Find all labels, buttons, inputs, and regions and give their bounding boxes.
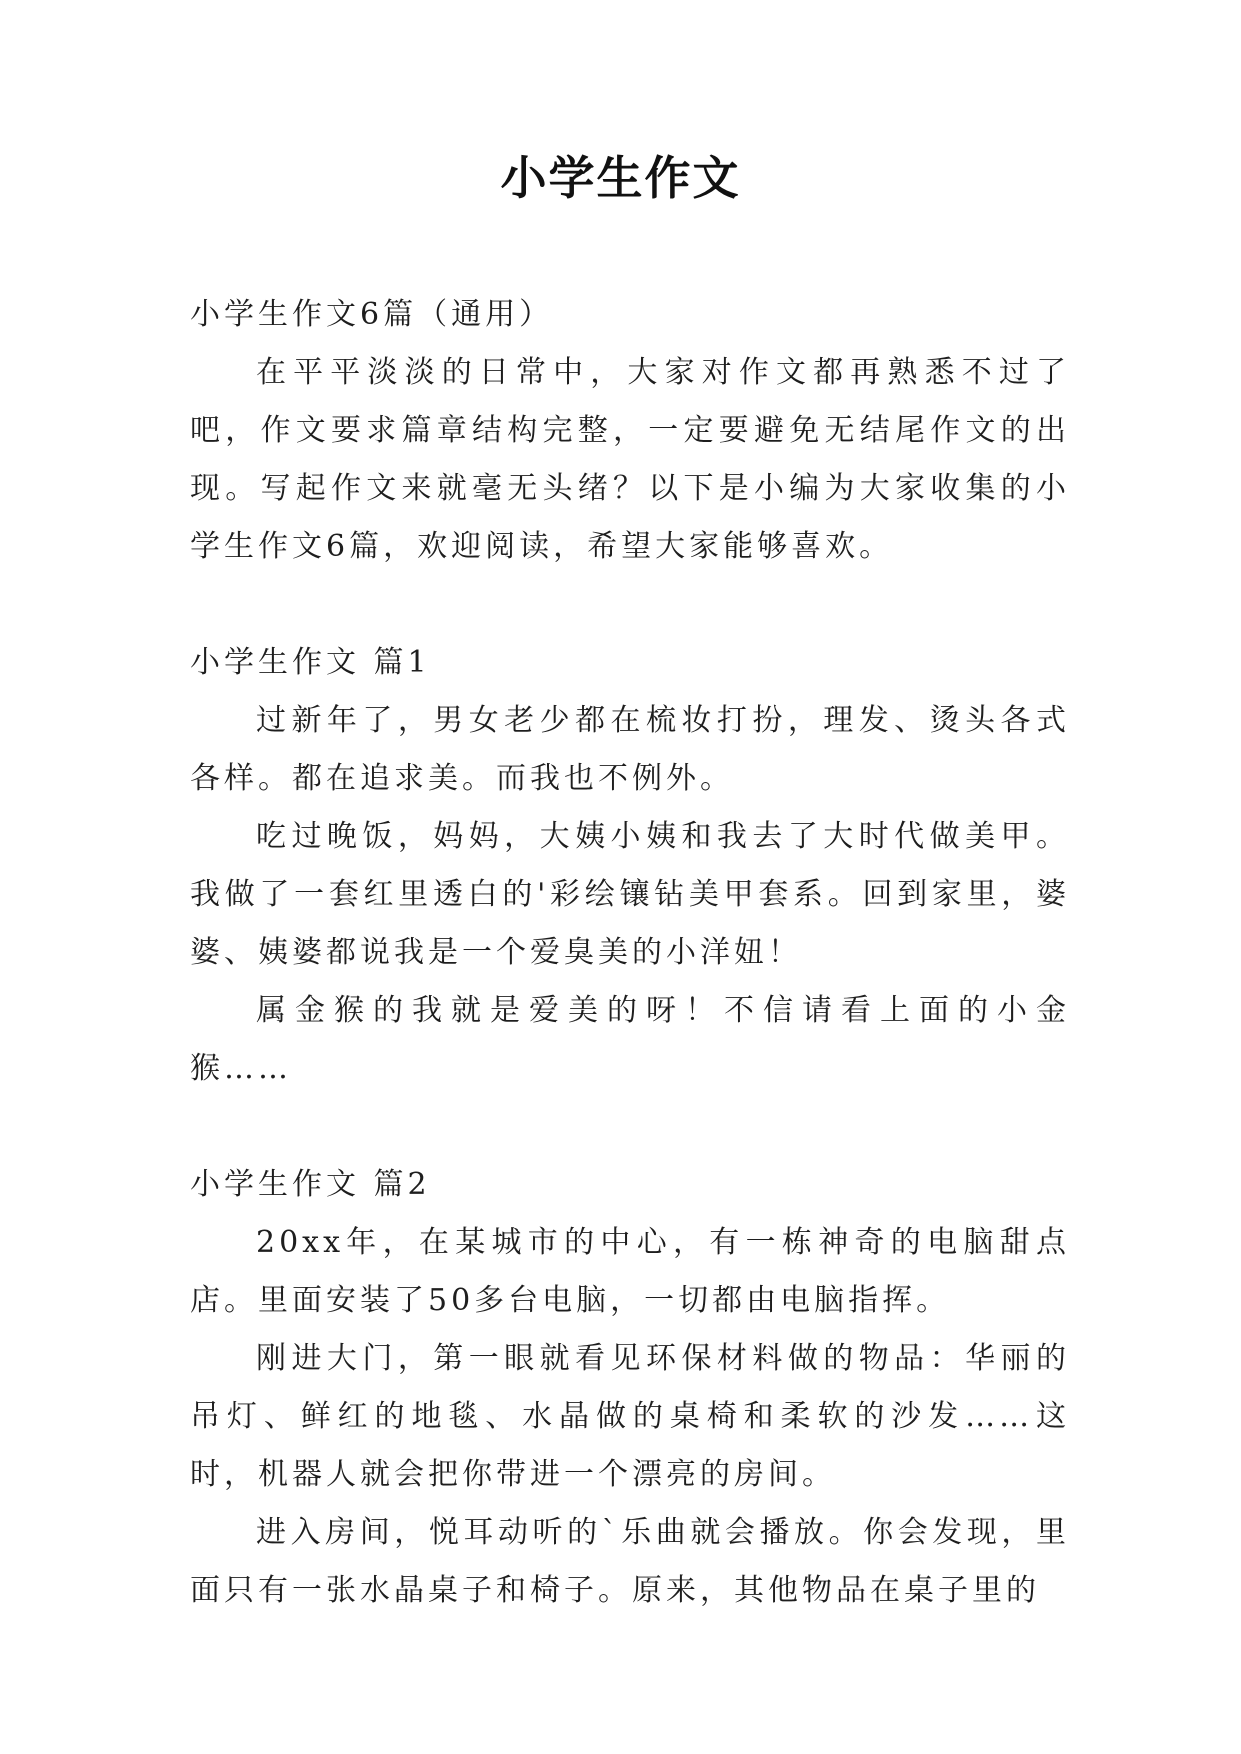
section-1-paragraph: 吃过晚饭，妈妈，大姨小姨和我去了大时代做美甲。我做了一套红里透白的'彩绘镶钻美甲套系。回到家里，婆婆、姨婆都说我是一个爱臭美的小洋妞！ — [190, 819, 1070, 970]
section-2-paragraph: 进入房间，悦耳动听的`乐曲就会播放。你会发现，里面只有一张水晶桌子和椅子。原来，其他物品在桌子里的 — [190, 1515, 1070, 1608]
section-heading-1: 小学生作文 篇1 — [190, 645, 431, 680]
section-heading-2: 小学生作文 篇2 — [190, 1167, 431, 1202]
section-2-paragraph: 刚进大门，第一眼就看见环保材料做的物品：华丽的吊灯、鲜红的地毯、水晶做的桌椅和柔软的沙发……这时，机器人就会把你带进一个漂亮的房间。 — [190, 1341, 1070, 1492]
intro-heading: 小学生作文6篇（通用） — [190, 297, 554, 332]
intro-paragraph: 在平平淡淡的日常中，大家对作文都再熟悉不过了吧，作文要求篇章结构完整，一定要避免无结尾作文的出现。写起作文来就毫无头绪？以下是小编为大家收集的小学生作文6篇，欢迎阅读，希望大家能够喜欢。 — [190, 355, 1070, 564]
section-2-paragraph: 20xx年，在某城市的中心，有一栋神奇的电脑甜点店。里面安装了50多台电脑，一切都由电脑指挥。 — [190, 1225, 1070, 1318]
section-spacer — [190, 576, 1070, 634]
page-title: 小学生作文 — [500, 151, 741, 205]
section-spacer — [190, 1098, 1070, 1156]
document-body — [190, 286, 1070, 1620]
section-1-paragraph: 过新年了，男女老少都在梳妆打扮，理发、烫头各式各样。都在追求美。而我也不例外。 — [190, 703, 1070, 796]
section-1-paragraph: 属金猴的我就是爱美的呀！不信请看上面的小金猴…… — [190, 993, 1070, 1086]
